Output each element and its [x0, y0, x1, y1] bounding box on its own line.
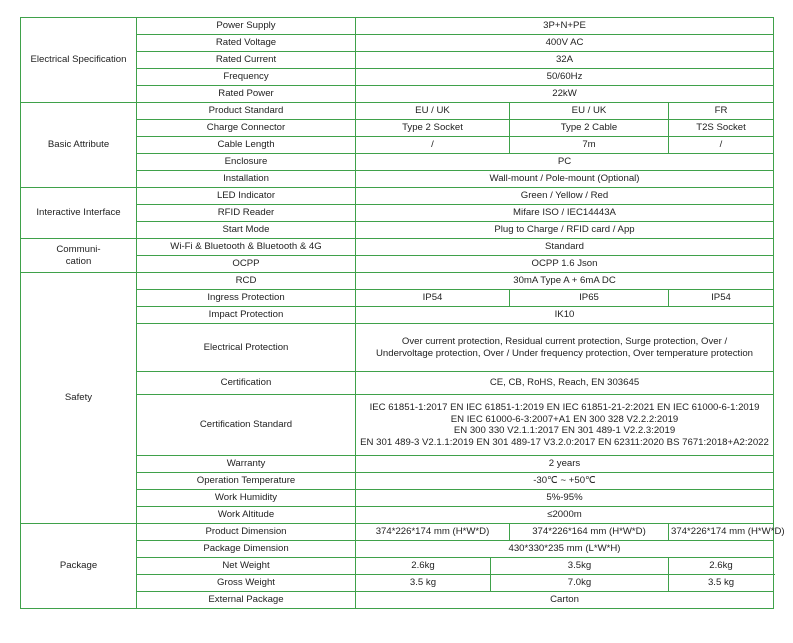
row-label: Net Weight — [137, 558, 356, 575]
row-value: 32A — [356, 52, 774, 69]
section-title: Safety — [21, 273, 137, 524]
row-label: Product Standard — [137, 103, 356, 120]
row-value: EU / UK — [510, 103, 669, 120]
row-value: 374*226*174 mm (H*W*D) — [356, 524, 510, 541]
row-value: 3.5 kg — [669, 575, 774, 592]
row-value: 3.5 kg — [356, 575, 491, 592]
row-value: 5%-95% — [356, 490, 774, 507]
row-label: Installation — [137, 171, 356, 188]
row-value: Carton — [356, 592, 774, 609]
row-value: 3.5kg — [491, 558, 669, 575]
row-value: OCPP 1.6 Json — [356, 256, 774, 273]
section-title: Package — [21, 524, 137, 609]
row-value — [356, 324, 774, 372]
row-label: Product Dimension — [137, 524, 356, 541]
row-value: 7.0kg — [491, 575, 669, 592]
row-value: 2 years — [356, 456, 774, 473]
row-label: Ingress Protection — [137, 290, 356, 307]
text-line: EN 300 330 V2.1.1:2017 EN 301 489-1 V2.2.3:2019 — [453, 425, 676, 436]
text-line: IEC 61851-1:2017 EN IEC 61851-1:2019 EN IEC 61851-21-2:2021 EN IEC 61000-6-1:2019 — [369, 402, 760, 413]
row-value: 430*330*235 mm (L*W*H) — [356, 541, 774, 558]
row-value: ≤2000m — [356, 507, 774, 524]
row-value: / — [356, 137, 510, 154]
row-value: Type 2 Cable — [510, 120, 669, 137]
row-value: -30℃ ~ +50℃ — [356, 473, 774, 490]
row-label: Start Mode — [137, 222, 356, 239]
text-line: EN 301 489-3 V2.1.1:2019 EN 301 489-17 V3.2.0:2017 EN 62311:2020 BS 7671:2018+A2:2022 — [360, 436, 769, 448]
row-value: EU / UK — [356, 103, 510, 120]
row-value: PC — [356, 154, 774, 171]
row-label: Electrical Protection — [137, 324, 356, 372]
row-label: Rated Current — [137, 52, 356, 69]
row-label: RCD — [137, 273, 356, 290]
row-label: Package Dimension — [137, 541, 356, 558]
row-label: Gross Weight — [137, 575, 356, 592]
row-value: Green / Yellow / Red — [356, 188, 774, 205]
spec-table — [20, 17, 785, 609]
row-value: 374*226*174 mm (H*W*D) — [669, 524, 774, 541]
table-row — [21, 18, 774, 35]
row-value: IK10 — [356, 307, 774, 324]
row-label: RFID Reader — [137, 205, 356, 222]
row-label: Enclosure — [137, 154, 356, 171]
row-value: 3P+N+PE — [356, 18, 774, 35]
row-value: T2S Socket — [669, 120, 774, 137]
row-label: OCPP — [137, 256, 356, 273]
table-row — [21, 273, 774, 290]
row-value: 22kW — [356, 86, 774, 103]
row-value: FR — [669, 103, 774, 120]
row-label: Work Altitude — [137, 507, 356, 524]
row-value: / — [669, 137, 774, 154]
row-label: Frequency — [137, 69, 356, 86]
row-label: Wi-Fi & Bluetooth & Bluetooth & 4G — [137, 239, 356, 256]
row-label: Work Humidity — [137, 490, 356, 507]
text-line: Over current protection, Residual current protection, Surge protection, Over / — [401, 336, 728, 347]
section-title: Communi-cation — [21, 239, 137, 273]
row-label: Certification — [137, 372, 356, 395]
row-label: Warranty — [137, 456, 356, 473]
row-value: 2.6kg — [669, 558, 774, 575]
row-value: 7m — [510, 137, 669, 154]
row-label: LED Indicator — [137, 188, 356, 205]
row-value: Standard — [356, 239, 774, 256]
row-value: Type 2 Socket — [356, 120, 510, 137]
text-line: EN IEC 61000-6-3:2007+A1 EN 300 328 V2.2.2:2019 — [450, 413, 679, 425]
row-value: 400V AC — [356, 35, 774, 52]
text-line: Undervoltage protection, Over / Under frequency protection, Over temperature protection — [376, 347, 754, 359]
row-value: Mifare ISO / IEC14443A — [356, 205, 774, 222]
row-value: IP54 — [669, 290, 774, 307]
row-label: Rated Voltage — [137, 35, 356, 52]
row-label: Impact Protection — [137, 307, 356, 324]
row-value: 374*226*164 mm (H*W*D) — [510, 524, 669, 541]
row-value: 30mA Type A + 6mA DC — [356, 273, 774, 290]
row-value: IP54 — [356, 290, 510, 307]
section-title: Basic Attribute — [21, 103, 137, 188]
row-value: 50/60Hz — [356, 69, 774, 86]
table-row — [21, 188, 774, 205]
table-row — [21, 239, 774, 256]
row-label: Operation Temperature — [137, 473, 356, 490]
row-value: Plug to Charge / RFID card / App — [356, 222, 774, 239]
row-label: Certification Standard — [137, 395, 356, 456]
table-row — [21, 524, 774, 541]
row-label: Charge Connector — [137, 120, 356, 137]
row-value: 2.6kg — [356, 558, 491, 575]
row-label: External Package — [137, 592, 356, 609]
row-value: IP65 — [510, 290, 669, 307]
section-title: Interactive Interface — [21, 188, 137, 239]
row-value: Wall-mount / Pole-mount (Optional) — [356, 171, 774, 188]
row-label: Power Supply — [137, 18, 356, 35]
row-label: Cable Length — [137, 137, 356, 154]
row-label: Rated Power — [137, 86, 356, 103]
table-row — [21, 103, 774, 120]
row-value — [356, 395, 774, 456]
row-value: CE, CB, RoHS, Reach, EN 303645 — [356, 372, 774, 395]
section-title: Electrical Specification — [21, 18, 137, 103]
